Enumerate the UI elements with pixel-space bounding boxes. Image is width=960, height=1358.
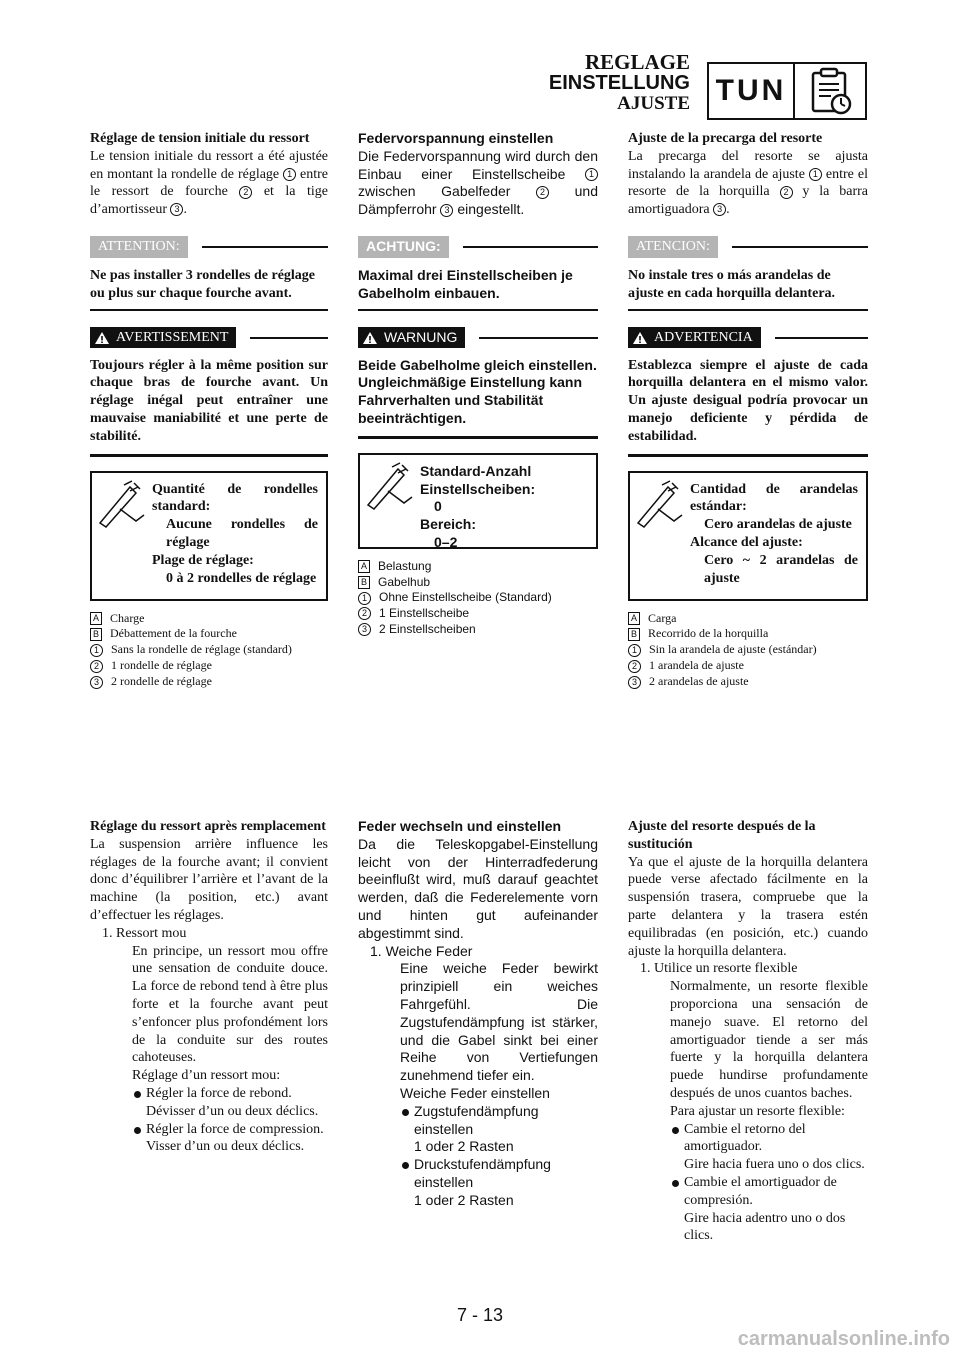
spanish-column: [628, 0, 868, 690]
de-spec-box: [358, 453, 598, 549]
fr-spec-label: Quantité de rondelles standard:: [152, 481, 318, 515]
de-section-2: [358, 818, 598, 1210]
es-adjust-title: Para ajustar un resorte flexible:: [670, 1103, 845, 1119]
fr-spec-value: Aucune rondelles de réglage: [166, 517, 318, 550]
es-bullet-2: Cambie el amortiguador de compresión.: [628, 1174, 868, 1210]
legend-item: B Gabelhub: [358, 575, 598, 591]
fr-warning-header: [90, 325, 328, 351]
es-spec-range-value: Cero ~ 2 arandelas de ajuste: [704, 552, 858, 586]
de-spec-range-value: 0–2: [434, 533, 458, 550]
fr-item-1: 1. Ressort mou: [102, 925, 187, 941]
legend-item: 1 Sans la rondelle de réglage (standard): [90, 642, 328, 658]
es-sec2-title: Ajuste del resorte después de la sustitución: [628, 819, 816, 852]
es-spec-box: [628, 471, 868, 601]
legend-item: A Charge: [90, 611, 328, 627]
es-warning-header: [628, 325, 868, 351]
fr-bullet-1: Régler la force de rebond.: [90, 1085, 328, 1103]
fr-warning-label: AVERTISSEMENT: [116, 329, 229, 345]
watermark: carmanualsonline.info: [737, 1328, 950, 1350]
fr-warning-text: Toujours régler à la même position sur chaque bras de fourche avant. Un réglage inégal peut entraîner une mauvaise maniabilité et une perte de stabilité.: [90, 351, 328, 457]
de-spec-value: 0: [434, 498, 442, 515]
fr-title: Réglage de tension initiale du ressort: [90, 131, 310, 146]
legend-item: 3 2 arandelas de ajuste: [628, 674, 868, 690]
fr-legend: [90, 611, 328, 690]
fr-spec-range-value: 0 à 2 rondelles de réglage: [166, 570, 317, 586]
fr-spec-box: [90, 471, 328, 601]
de-caution-label: ACHTUNG:: [358, 236, 449, 258]
fr-bullet-2: Régler la force de compression.: [90, 1121, 328, 1139]
fr-caution-text: Ne pas installer 3 rondelles de réglage ou plus sur chaque fourche avant.: [90, 265, 328, 311]
warning-triangle-icon: [362, 331, 378, 345]
es-spec-label: Cantidad de arandelas estándar:: [690, 481, 858, 515]
es-bullet-2-sub: Gire hacia adentro uno o dos clics.: [684, 1210, 846, 1244]
es-intro: La precarga del resorte se ajusta instalando la arandela de ajuste 1 entre el resorte de la horquilla 2 y la barra amortiguadora 3 .: [628, 148, 869, 218]
caliper-icon: [634, 479, 690, 529]
es-caution-text: No instale tres o más arandelas de ajuste en cada horquilla delantera.: [628, 265, 868, 311]
fr-bullet-1-sub: Dévisser d’un ou deux déclics.: [146, 1103, 319, 1119]
es-spec-value: Cero arandelas de ajuste: [704, 517, 852, 533]
de-caution-text: Maximal drei Einstellscheiben je Gabelholm einbauen.: [358, 265, 598, 311]
de-intro: Die Federvorspannung wird durch den Einbau einer Einstellscheibe 1 zwischen Gabelfeder 2 und Dämpferrohr 3 eingestellt.: [358, 147, 598, 218]
de-bullet-1-sub: 1 oder 2 Rasten: [414, 1138, 514, 1155]
es-bullet-1-sub: Gire hacia fuera uno o dos clics.: [684, 1157, 865, 1173]
de-spec-range-label: Bereich:: [420, 516, 477, 533]
german-column: [358, 0, 598, 638]
de-sec2-title: Feder wechseln und einstellen: [358, 818, 562, 834]
fr-caution-header: [90, 229, 328, 265]
de-caution-header: [358, 229, 598, 265]
legend-item: 3 2 Einstellscheiben: [358, 622, 598, 638]
fr-sec2-title: Réglage du ressort après remplacement: [90, 819, 326, 834]
legend-item: 2 1 rondelle de réglage: [90, 658, 328, 674]
de-title: Federvorspannung einstellen: [358, 130, 554, 146]
warning-triangle-icon: [94, 331, 110, 345]
legend-item: A Belastung: [358, 559, 598, 575]
es-sec2-intro: Ya que el ajuste de la horquilla delantera puede verse afectado fácilmente en la suspensión trasera, compruebe que la parte delantera y la trasera estén equilibradas (en posición, etc.) cuando ajuste la horquilla delantera.: [628, 854, 868, 959]
fr-item-1-text: En principe, un ressort mou offre une sensation de conduite douce. La force de rebond tend à être plus forte et la fourche avant peut s’enfoncer plus profondément lors de la conduite sur des routes cahoteuses.: [132, 943, 328, 1066]
es-item-1-text: Normalmente, un resorte flexible proporciona una sensación de manejo suave. El retorno del amortiguador tiende a ser más fuerte y la horquilla delantera puede hundirse profundamente después de unos cuantos baches.: [670, 979, 868, 1101]
header-title-de: EINSTELLUNG: [548, 72, 690, 94]
legend-item: B Débattement de la fourche: [90, 626, 328, 642]
es-bullet-1: Cambie el retorno del amortiguador.: [628, 1121, 868, 1157]
es-spec-range-label: Alcance del ajuste:: [690, 534, 803, 550]
caliper-icon: [96, 479, 152, 529]
fr-caution-label: ATTENTION:: [90, 236, 188, 258]
es-legend: [628, 611, 868, 690]
fr-bullet-2-sub: Visser d’un ou deux déclics.: [146, 1139, 305, 1155]
de-warning-label: WARNUNG: [384, 328, 458, 345]
de-sec2-intro: Da die Teleskopgabel-Einstellung leicht von der Hinterradfederung beeinflußt wird, muß darauf geachtet werden, daß die Federelemente vorn und hinten gut aufeinander abgestimmt sind.: [358, 835, 598, 941]
es-warning-label: ADVERTENCIA: [654, 329, 753, 345]
es-section-2: [628, 818, 868, 1245]
es-caution-label: ATENCION:: [628, 236, 718, 258]
section-code: TUN: [707, 62, 793, 120]
legend-item: A Carga: [628, 611, 868, 627]
fr-intro: Le tension initiale du ressort a été ajustée en montant la rondelle de réglage 1 entre le ressort de fourche 2 et la tige d’amortisseur 3 .: [90, 148, 328, 218]
de-adjust-title: Weiche Feder einstellen: [400, 1084, 550, 1101]
es-item-1: 1. Utilice un resorte flexible: [640, 961, 798, 977]
de-item-1: 1. Weiche Feder: [370, 942, 473, 959]
french-column: [90, 0, 328, 690]
de-bullet-1: Zugstufendämpfung einstellen: [358, 1103, 598, 1139]
legend-item: 2 1 Einstellscheibe: [358, 606, 598, 622]
fr-section-2: [90, 818, 328, 1156]
de-warning-text: Beide Gabelholme gleich einstellen. Ungleichmäßige Einstellung kann Fahrverhalten und Stabilität beeinträchtigen.: [358, 351, 598, 439]
legend-item: 3 2 rondelle de réglage: [90, 674, 328, 690]
fr-sec2-intro: La suspension arrière influence les réglages de la fourche avant; il convient donc d’équilibrer l’arrière et l’avant de la machine (la position, etc.) avant d’effectuer les réglages.: [90, 836, 328, 923]
de-warning-header: [358, 325, 598, 351]
header-title-es: AJUSTE: [617, 93, 690, 114]
de-bullet-2: Druckstufendämpfung einstellen: [358, 1156, 598, 1192]
de-spec-label: Standard-Anzahl Einstellscheiben:: [420, 462, 536, 497]
header-title-fr: REGLAGE: [584, 50, 690, 74]
de-legend: [358, 559, 598, 638]
legend-item: 1 Sin la arandela de ajuste (estándar): [628, 642, 868, 658]
caliper-icon: [364, 461, 420, 511]
legend-item: 1 Ohne Einstellscheibe (Standard): [358, 590, 598, 606]
es-title: Ajuste de la precarga del resorte: [628, 131, 823, 146]
legend-item: 2 1 arandela de ajuste: [628, 658, 868, 674]
de-bullet-2-sub: 1 oder 2 Rasten: [414, 1191, 514, 1208]
es-caution-header: [628, 229, 868, 265]
legend-item: B Recorrido de la horquilla: [628, 626, 868, 642]
es-warning-text: Establezca siempre el ajuste de cada horquilla delantera en el mismo valor. Un ajuste desigual podría provocar un manejo deficiente y pérdida de estabilidad.: [628, 351, 868, 457]
fr-spec-range-label: Plage de réglage:: [152, 552, 254, 568]
de-item-1-text: Eine weiche Feder bewirkt prinzipiell ein weiches Fahrgefühl. Die Zugstufendämpfung ist stärker, und die Gabel sinkt bei einer Reihe von Vertiefungen zunehmend tiefer ein.: [400, 960, 598, 1084]
warning-triangle-icon: [632, 331, 648, 345]
page-number: 7 - 13: [456, 1305, 504, 1325]
fr-adjust-title: Réglage d’un ressort mou:: [132, 1068, 281, 1084]
